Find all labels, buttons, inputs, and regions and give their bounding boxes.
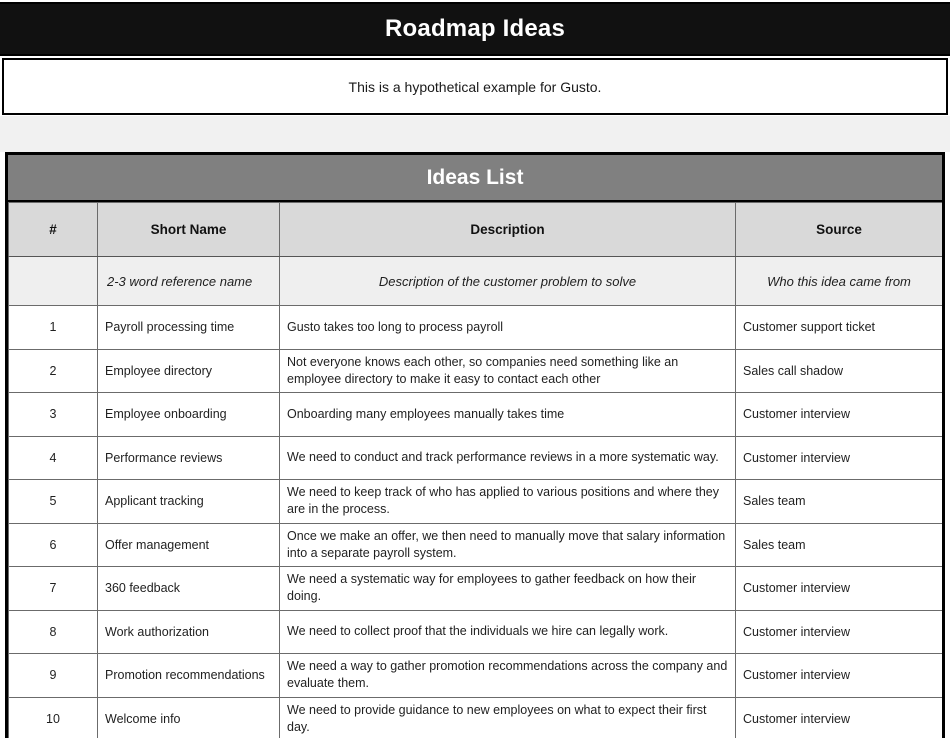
column-header-description[interactable]: Description — [280, 203, 736, 257]
idea-description: We need a systematic way for employees to gather feedback on how their doing. — [280, 567, 736, 611]
column-header-short-name[interactable]: Short Name — [98, 203, 280, 257]
idea-short-name: Performance reviews — [98, 436, 280, 480]
idea-short-name: 360 feedback — [98, 567, 280, 611]
idea-description: Not everyone knows each other, so companies need something like an employee directory to make it easy to contact each other — [280, 349, 736, 393]
subtitle-text: This is a hypothetical example for Gusto. — [348, 78, 602, 95]
column-header-source[interactable]: Source — [736, 203, 943, 257]
table-row[interactable] — [9, 523, 943, 567]
idea-short-name: Work authorization — [98, 610, 280, 654]
idea-source: Sales team — [736, 480, 943, 524]
idea-number: 3 — [9, 393, 98, 437]
table-row[interactable] — [9, 349, 943, 393]
idea-source: Customer interview — [736, 610, 943, 654]
idea-short-name: Employee onboarding — [98, 393, 280, 437]
idea-number: 1 — [9, 306, 98, 350]
table-row[interactable] — [9, 697, 943, 738]
idea-source: Customer interview — [736, 697, 943, 738]
idea-source: Customer interview — [736, 436, 943, 480]
page-title-banner — [0, 2, 950, 56]
idea-description: Once we make an offer, we then need to manually move that salary information into a separate payroll system. — [280, 523, 736, 567]
column-hint-description: Description of the customer problem to solve — [280, 257, 736, 306]
spacer-strip — [0, 116, 950, 152]
idea-number: 8 — [9, 610, 98, 654]
table-row[interactable] — [9, 436, 943, 480]
idea-number: 5 — [9, 480, 98, 524]
idea-source: Customer interview — [736, 567, 943, 611]
table-row[interactable] — [9, 306, 943, 350]
ideas-list-header-bar — [8, 155, 942, 202]
idea-number: 6 — [9, 523, 98, 567]
table-header — [9, 203, 943, 306]
idea-description: We need to conduct and track performance reviews in a more systematic way. — [280, 436, 736, 480]
column-header-row — [9, 203, 943, 257]
table-row[interactable] — [9, 567, 943, 611]
idea-description: We need to provide guidance to new employees on what to expect their first day. — [280, 697, 736, 738]
idea-description: Onboarding many employees manually takes time — [280, 393, 736, 437]
idea-source: Customer interview — [736, 654, 943, 698]
idea-number: 9 — [9, 654, 98, 698]
column-hint-source: Who this idea came from — [736, 257, 943, 306]
subtitle-box — [2, 58, 948, 115]
table-row[interactable] — [9, 393, 943, 437]
idea-number: 2 — [9, 349, 98, 393]
column-hint-row — [9, 257, 943, 306]
table-row[interactable] — [9, 610, 943, 654]
section-title: Ideas List — [426, 166, 524, 189]
column-hint-short-name: 2-3 word reference name — [98, 257, 280, 306]
idea-description: We need to collect proof that the individuals we hire can legally work. — [280, 610, 736, 654]
column-header-number[interactable]: # — [9, 203, 98, 257]
table-body — [9, 306, 943, 738]
idea-source: Sales team — [736, 523, 943, 567]
table-row[interactable] — [9, 654, 943, 698]
idea-source: Sales call shadow — [736, 349, 943, 393]
idea-description: We need a way to gather promotion recommendations across the company and evaluate them. — [280, 654, 736, 698]
ideas-table — [8, 202, 943, 738]
idea-source: Customer support ticket — [736, 306, 943, 350]
idea-number: 4 — [9, 436, 98, 480]
ideas-list-panel — [5, 152, 945, 738]
page-title: Roadmap Ideas — [385, 15, 565, 42]
idea-description: Gusto takes too long to process payroll — [280, 306, 736, 350]
idea-short-name: Promotion recommendations — [98, 654, 280, 698]
idea-short-name: Payroll processing time — [98, 306, 280, 350]
idea-short-name: Welcome info — [98, 697, 280, 738]
idea-source: Customer interview — [736, 393, 943, 437]
idea-number: 7 — [9, 567, 98, 611]
table-row[interactable] — [9, 480, 943, 524]
column-hint-number — [9, 257, 98, 306]
idea-short-name: Applicant tracking — [98, 480, 280, 524]
idea-short-name: Offer management — [98, 523, 280, 567]
idea-short-name: Employee directory — [98, 349, 280, 393]
idea-description: We need to keep track of who has applied to various positions and where they are in the process. — [280, 480, 736, 524]
idea-number: 10 — [9, 697, 98, 738]
